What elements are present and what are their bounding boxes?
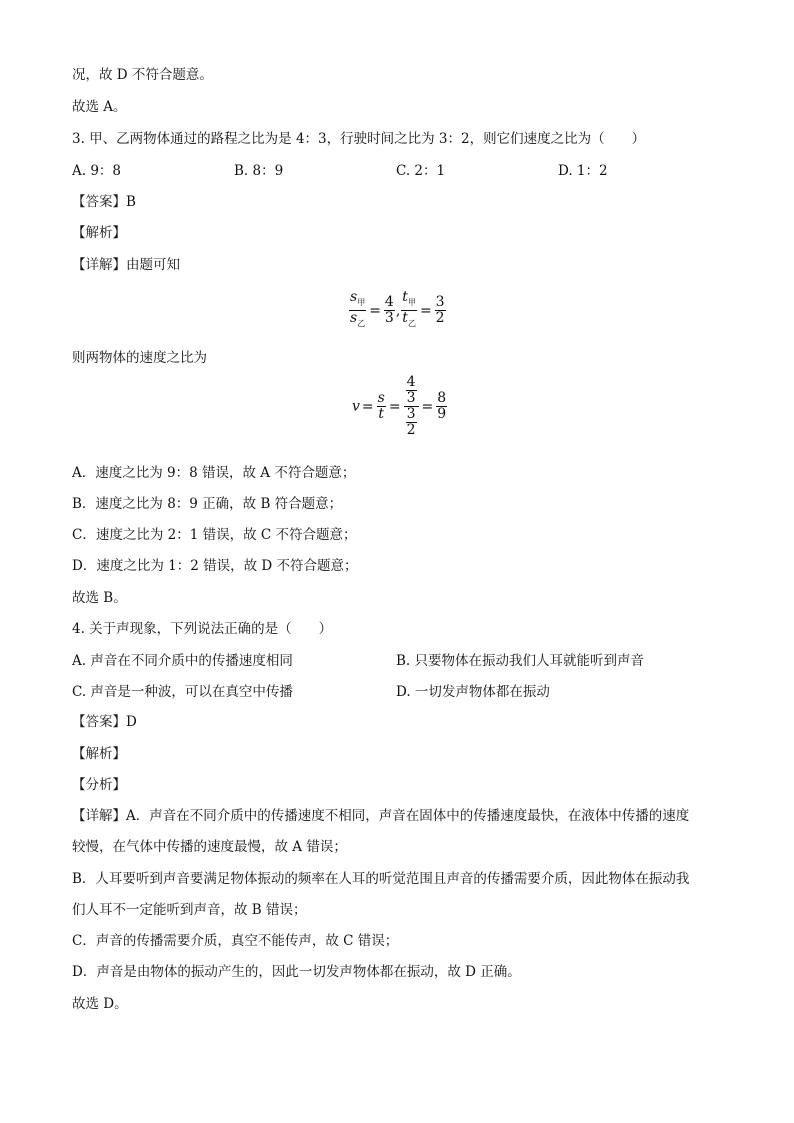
fraction: $\frac{4}{3}$ bbox=[384, 294, 394, 326]
fraction: $\frac{8}{9}$ bbox=[437, 390, 447, 422]
q3-option-a: A. 9：8 bbox=[72, 163, 122, 179]
detail-a-line2: 较慢，在气体中传播的速度最慢，故 A 错误； bbox=[72, 839, 347, 855]
detail-intro: 【详解】由题可知 bbox=[72, 257, 180, 273]
detail-d: D．声音是由物体的振动产生的，因此一切发声物体都在振动，故 D 正确。 bbox=[72, 964, 521, 980]
question-3: 3. 甲、乙两物体通过的路程之比为是 4：3，行驶时间之比为 3：2，则它们速度之比为（ ） bbox=[72, 131, 646, 147]
fraction: $\frac{s_甲}{s_乙}$ bbox=[350, 289, 366, 328]
compound-fraction: $\frac{\frac{4}{3}}{\frac{3}{2}}$ bbox=[404, 375, 419, 438]
answer-value: B bbox=[126, 194, 136, 210]
q4-option-c: C. 声音是一种波，可以在真空中传播 bbox=[72, 684, 293, 700]
fraction: $\frac{3}{2}$ bbox=[435, 294, 445, 326]
answer-tag: 【答案】 bbox=[72, 714, 126, 730]
text-line: 故选 A。 bbox=[72, 99, 127, 115]
analysis-tag: 【解析】 bbox=[72, 225, 126, 241]
text-line: 况，故 D 不符合题意。 bbox=[72, 67, 213, 83]
selection: 故选 D。 bbox=[72, 996, 128, 1012]
q4-option-d: D. 一切发声物体都在振动 bbox=[396, 684, 550, 700]
analysis-tag: 【解析】 bbox=[72, 746, 126, 762]
explanation-a: A．速度之比为 9：8 错误，故 A 不符合题意； bbox=[72, 465, 356, 481]
q4-option-b: B. 只要物体在振动我们人耳就能听到声音 bbox=[396, 653, 645, 669]
question-4: 4. 关于声现象，下列说法正确的是（ ） bbox=[72, 621, 333, 637]
q4-option-a: A. 声音在不同介质中的传播速度相同 bbox=[72, 653, 293, 669]
formula-ratio: $\frac{s_甲}{s_乙}$ = $\frac{4}{3}$ , $\frac{t_甲}{t_乙}$ = $\frac{3}{2}$ bbox=[348, 290, 447, 331]
detail-b-line1: B．人耳要听到声音要满足物体振动的频率在人耳的听觉范围且声音的传播需要介质，因此物体在振动我 bbox=[72, 871, 690, 887]
formula-velocity: v = $\frac{s}{t}$ = $\frac{\frac{4}{3}}{\frac{3}{2}}$ = $\frac{8}{9}$ bbox=[352, 374, 447, 438]
explanation-b: B．速度之比为 8：9 正确，故 B 符合题意； bbox=[72, 496, 343, 512]
q3-option-c: C. 2：1 bbox=[396, 163, 446, 179]
fraction: $\frac{s}{t}$ bbox=[377, 390, 385, 422]
answer-value: D bbox=[126, 714, 137, 730]
explanation-c: C．速度之比为 2：1 错误，故 C 不符合题意； bbox=[72, 527, 357, 543]
q3-option-b: B. 8：9 bbox=[234, 163, 284, 179]
q3-option-d: D. 1：2 bbox=[558, 163, 608, 179]
answer-3 bbox=[72, 193, 136, 211]
detail-b-line2: 们人耳不一定能听到声音，故 B 错误； bbox=[72, 902, 307, 918]
fenxi-tag: 【分析】 bbox=[72, 777, 126, 793]
text-line: 则两物体的速度之比为 bbox=[72, 350, 207, 366]
detail-a-line1: 【详解】A．声音在不同介质中的传播速度不相同，声音在固体中的传播速度最快，在液体中传播的速度 bbox=[72, 808, 690, 824]
fraction: $\frac{t_甲}{t_乙}$ bbox=[402, 289, 416, 328]
answer-tag: 【答案】 bbox=[72, 194, 126, 210]
selection: 故选 B。 bbox=[72, 590, 127, 606]
answer-4 bbox=[72, 713, 137, 731]
explanation-d: D．速度之比为 1：2 错误，故 D 不符合题意； bbox=[72, 558, 358, 574]
detail-c: C．声音的传播需要介质，真空不能传声，故 C 错误； bbox=[72, 933, 399, 949]
